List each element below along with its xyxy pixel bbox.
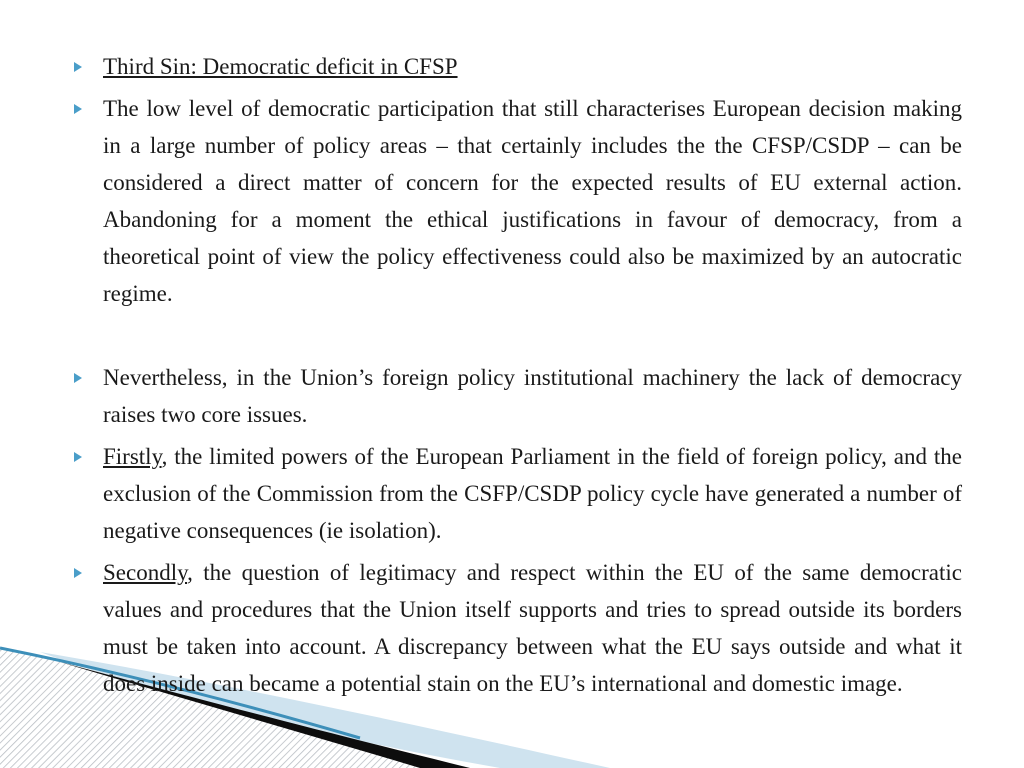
triangle-bullet-icon [74, 373, 82, 383]
slide-heading: Third Sin: Democratic deficit in CFSP [103, 54, 458, 79]
secondly-label: Secondly [103, 560, 188, 585]
paragraph-text: Nevertheless, in the Union’s foreign policy institutional machinery the lack of democracy raises two core issues. [103, 365, 962, 427]
list-item [72, 359, 962, 433]
paragraph-text: The low level of democratic participation that still characterises European decision making in a large number of policy areas – that certainly includes the the CFSP/CSDP – can be considered a direct matter of concern for the expected results of EU external action. Abandoning for a moment the ethical justifications in favour of democracy, from a theoretical point of view the policy effectiveness could also be maximized by an autocratic regime. [103, 96, 962, 306]
list-item [72, 554, 962, 702]
triangle-bullet-icon [74, 62, 82, 72]
triangle-bullet-icon [74, 452, 82, 462]
list-item [72, 438, 962, 549]
paragraph-text: , the question of legitimacy and respect within the EU of the same democratic values and procedures that the Union itself supports and tries to spread outside its borders must be taken into account. A discrepancy between what the EU says outside and what it does inside can became a potential stain on the EU’s international and domestic image. [103, 560, 962, 696]
list-item [72, 48, 962, 85]
triangle-bullet-icon [74, 104, 82, 114]
list-item [72, 90, 962, 312]
bullet-list [72, 48, 962, 707]
paragraph-text: , the limited powers of the European Parliament in the field of foreign policy, and the exclusion of the Commission from the CSFP/CSDP policy cycle have generated a number of negative consequences (ie isolation). [103, 444, 962, 543]
triangle-bullet-icon [74, 568, 82, 578]
firstly-label: Firstly [103, 444, 162, 469]
